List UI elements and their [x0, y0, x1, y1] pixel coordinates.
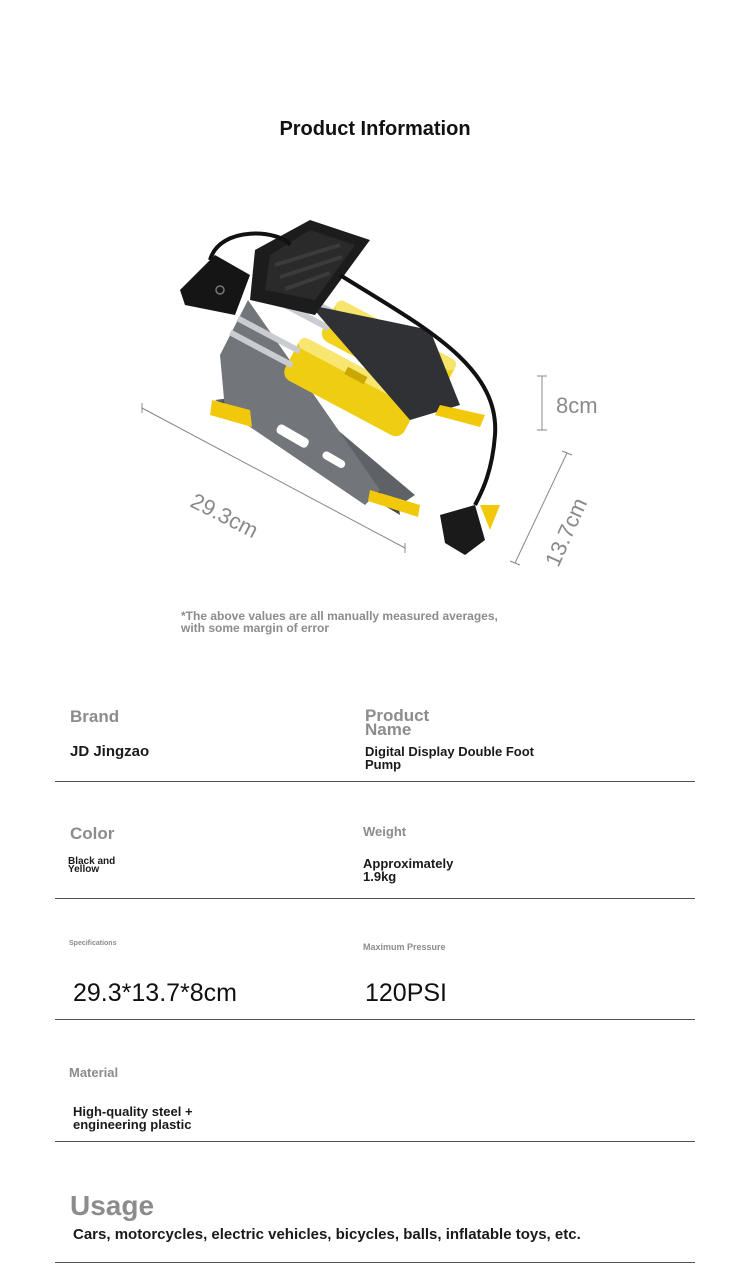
max-pressure-label: Maximum Pressure — [363, 942, 446, 952]
usage-value: Cars, motorcycles, electric vehicles, bicycles, balls, inflatable toys, etc. — [73, 1226, 581, 1243]
divider — [55, 781, 695, 782]
weight-value: Approximately 1.9kg — [363, 856, 454, 884]
brand-value: JD Jingzao — [70, 743, 150, 760]
material-value: High-quality steel + engineering plastic — [73, 1104, 193, 1132]
color-value: Black and Yellow — [68, 856, 116, 875]
divider — [55, 898, 695, 899]
material-label: Material — [69, 1065, 119, 1080]
divider — [55, 1141, 695, 1142]
product-name-label: Product Name — [365, 706, 430, 739]
measurement-note: *The above values are all manually measured averages, with some margin of error — [181, 609, 498, 635]
page-title: Product Information — [279, 118, 471, 140]
brand-label: Brand — [70, 707, 120, 726]
color-label: Color — [70, 824, 115, 843]
width-dimension: 13.7cm — [540, 494, 593, 571]
specifications-label: Specifications — [69, 940, 117, 947]
weight-label: Weight — [363, 824, 407, 839]
divider — [55, 1019, 695, 1020]
divider — [55, 1262, 695, 1263]
max-pressure-value: 120PSI — [365, 979, 448, 1007]
length-dimension: 29.3cm — [186, 488, 263, 544]
usage-label: Usage — [70, 1190, 155, 1221]
product-name-value: Digital Display Double Foot Pump — [365, 744, 535, 772]
specifications-value: 29.3*13.7*8cm — [73, 979, 238, 1007]
height-dimension: 8cm — [556, 393, 598, 418]
